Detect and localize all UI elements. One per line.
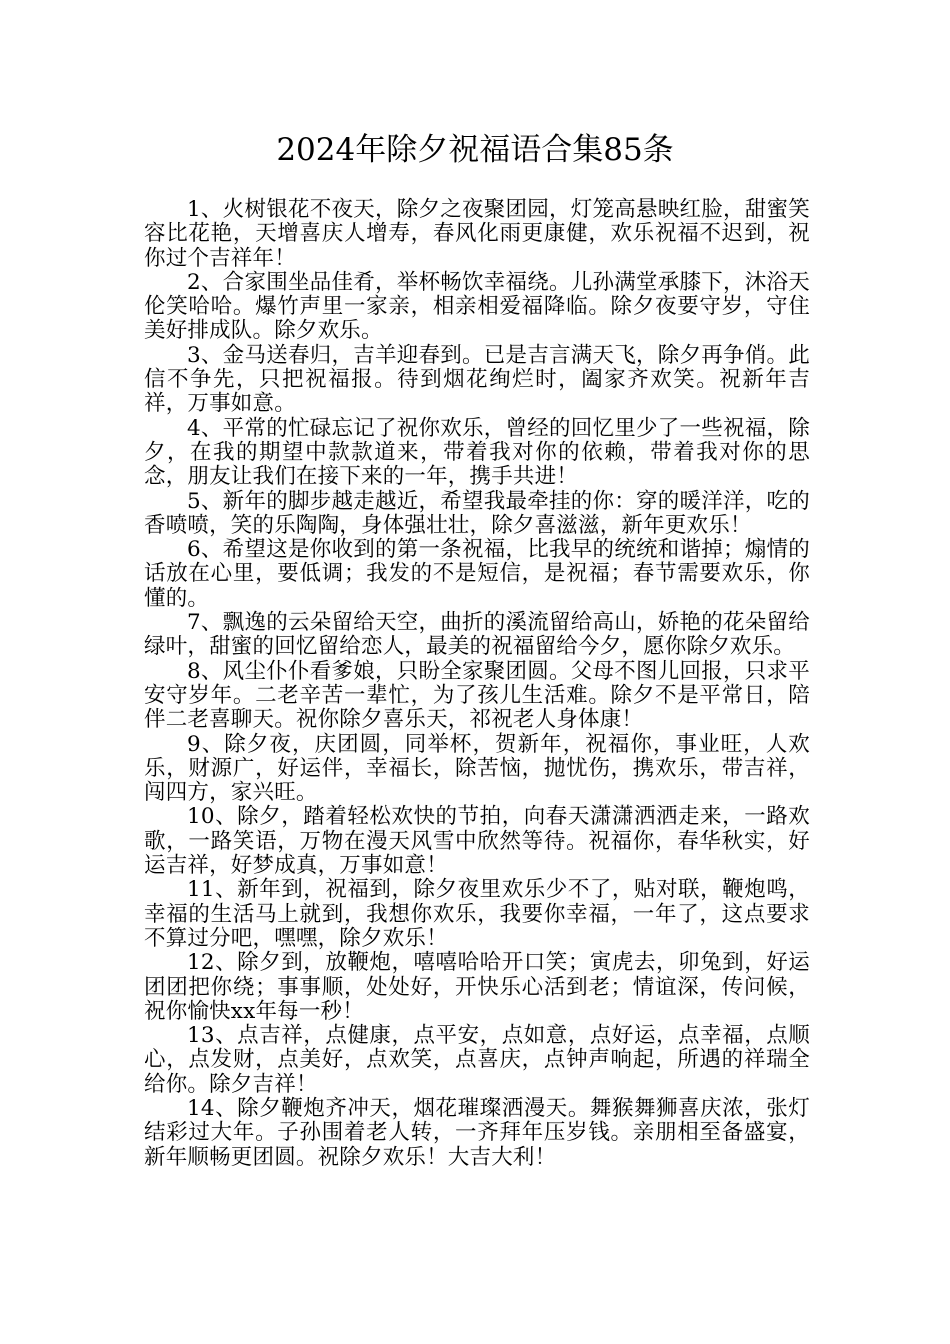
blessing-paragraph-13: 13、点吉祥，点健康，点平安，点如意，点好运，点幸福，点顺心，点发财，点美好，点欢笑，点喜庆，点钟声响起，所遇的祥瑞全给你。除夕吉祥！ <box>144 1023 810 1097</box>
blessing-paragraph-8: 8、风尘仆仆看爹娘，只盼全家聚团圆。父母不图儿回报，只求平安守岁年。二老辛苦一辈忙，为了孩儿生活难。除夕不是平常日，陪伴二老喜聊天。祝你除夕喜乐天，祁祝老人身体康！ <box>144 658 810 733</box>
blessing-paragraph-1: 1、火树银花不夜天，除夕之夜聚团园，灯笼高悬映红脸，甜蜜笑容比花艳，天增喜庆人增寿，春风化雨更康健，欢乐祝福不迟到，祝你过个吉祥年！ <box>144 197 810 271</box>
blessing-paragraph-6: 6、希望这是你收到的第一条祝福，比我早的统统和谐掉；煽情的话放在心里，要低调；我发的不是短信，是祝福；春节需要欢乐，你懂的。 <box>144 537 810 611</box>
document-title: 2024年除夕祝福语合集85条 <box>276 132 674 168</box>
blessing-paragraph-12: 12、除夕到，放鞭炮，嘻嘻哈哈开口笑；寅虎去，卯兔到，好运团团把你绕；事事顺，处处好，开快乐心活到老；情谊深，传问候，祝你愉快xx年每一秒！ <box>144 950 810 1024</box>
blessing-paragraph-14: 14、除夕鞭炮齐冲天，烟花璀璨洒漫天。舞猴舞狮喜庆浓，张灯结彩过大年。子孙围着老人转，一齐拜年压岁钱。亲朋相至备盛宴，新年顺畅更团圆。祝除夕欢乐！大吉大利！ <box>144 1095 810 1170</box>
blessing-paragraph-4: 4、平常的忙碌忘记了祝你欢乐，曾经的回忆里少了一些祝福，除夕，在我的期望中款款道来，带着我对你的依赖，带着我对你的思念，朋友让我们在接下来的一年，携手共进！ <box>144 415 810 490</box>
blessing-paragraph-5: 5、新年的脚步越走越近，希望我最牵挂的你：穿的暖洋洋，吃的香喷喷，笑的乐陶陶，身体强壮壮，除夕喜滋滋，新年更欢乐！ <box>144 488 810 538</box>
blessing-paragraph-3: 3、金马送春归，吉羊迎春到。已是吉言满天飞，除夕再争俏。此信不争先，只把祝福报。待到烟花绚烂时，阖家齐欢笑。祝新年吉祥，万事如意。 <box>144 342 810 417</box>
blessing-paragraph-10: 10、除夕，踏着轻松欢快的节拍，向春天潇潇洒洒走来，一路欢歌，一路笑语，万物在漫天风雪中欣然等待。祝福你，春华秋实，好运吉祥，好梦成真，万事如意！ <box>144 804 810 879</box>
blessing-paragraph-9: 9、除夕夜，庆团圆，同举杯，贺新年，祝福你，事业旺，人欢乐，财源广，好运伴，幸福长，除苦恼，抛忧伤，携欢乐，带吉祥，闯四方，家兴旺。 <box>144 731 810 806</box>
document-body <box>144 198 810 1170</box>
blessing-paragraph-2: 2、合家围坐品佳肴，举杯畅饮幸福绕。儿孙满堂承膝下，沐浴天伦笑哈哈。爆竹声里一家亲，相亲相爱福降临。除夕夜要守岁，守住美好排成队。除夕欢乐。 <box>144 269 810 344</box>
blessing-paragraph-11: 11、新年到，祝福到，除夕夜里欢乐少不了，贴对联，鞭炮鸣，幸福的生活马上就到，我想你欢乐，我要你幸福，一年了，这点要求不算过分吧，嘿嘿，除夕欢乐！ <box>144 877 810 951</box>
blessing-paragraph-7: 7、飘逸的云朵留给天空，曲折的溪流留给高山，娇艳的花朵留给绿叶，甜蜜的回忆留给恋人，最美的祝福留给今夕，愿你除夕欢乐。 <box>144 610 810 660</box>
